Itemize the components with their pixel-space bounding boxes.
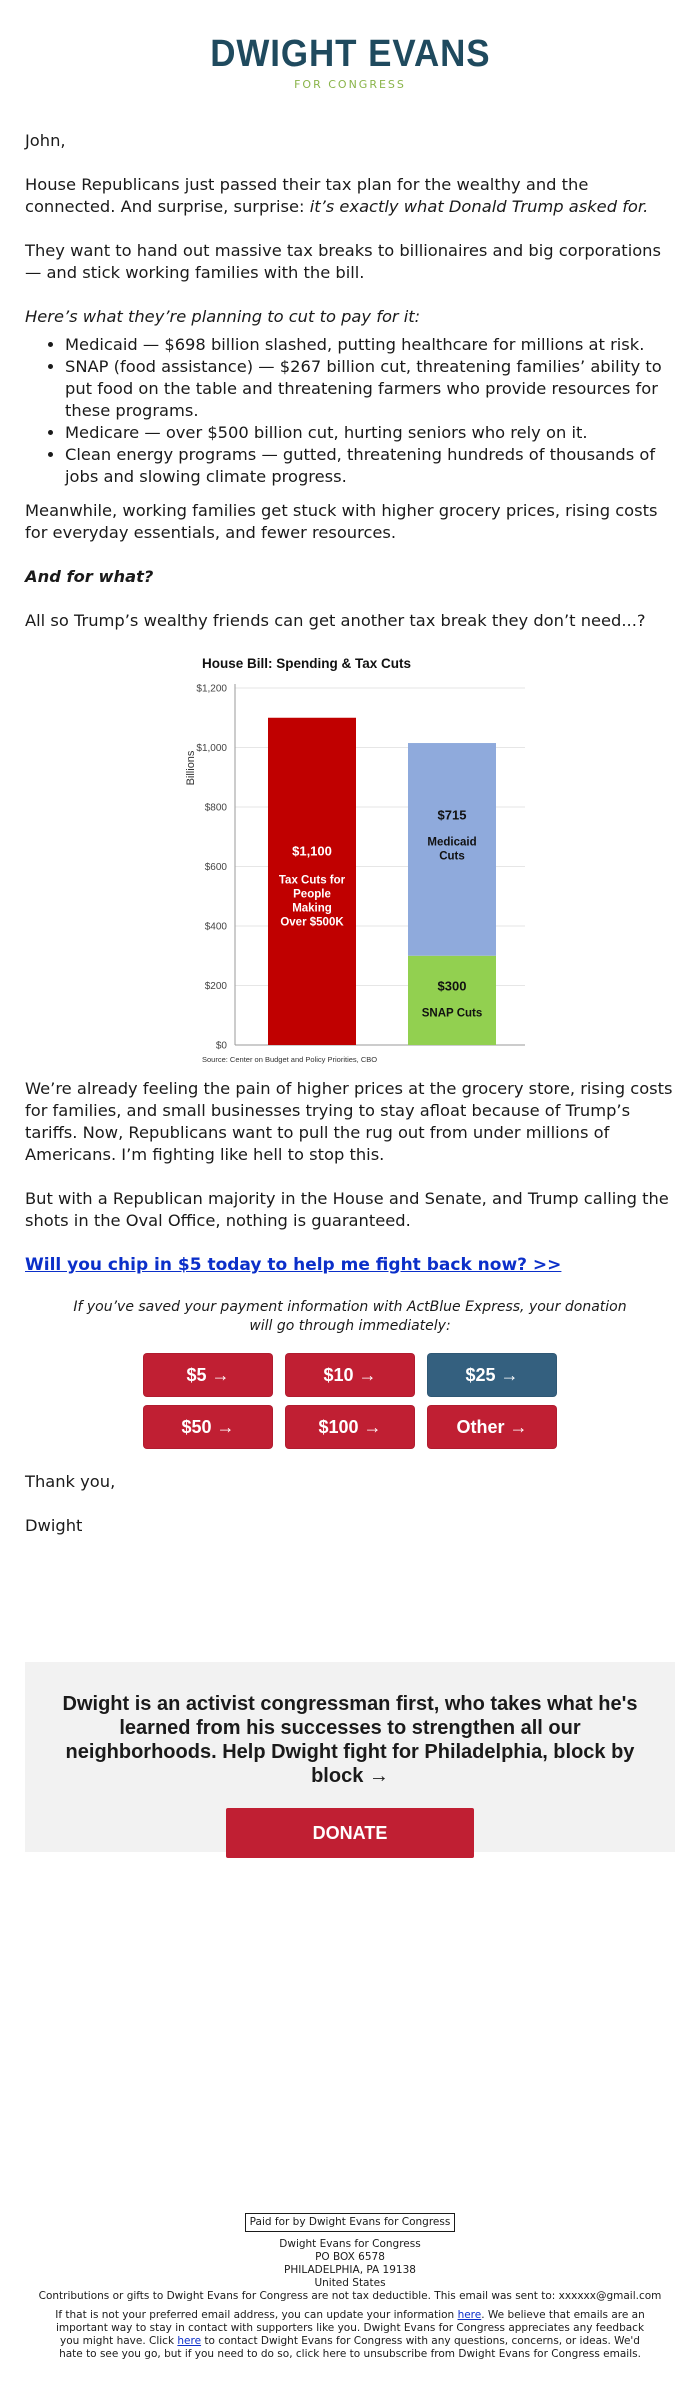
paragraph-3-italic: Here’s what they’re planning to cut to pay for it: [25, 307, 421, 326]
list-item: • Medicaid — $698 billion slashed, putting healthcare for millions at risk. [65, 334, 675, 356]
y-tick-label: $400 [204, 921, 227, 933]
chart-title: House Bill: Spending & Tax Cuts [202, 656, 412, 671]
footer-fine-print [0, 2309, 700, 2361]
donation-buttons [143, 1353, 557, 1449]
bar-chart [25, 648, 675, 1068]
fine-print-1: If that is not your preferred email address, you can update your information [55, 2309, 458, 2321]
y-tick-label: $200 [204, 981, 227, 992]
y-tick-label: $600 [204, 862, 227, 873]
footer-city: PHILADELPHIA, PA 19138 [284, 2264, 416, 2276]
chart-source: Source: Center on Budget and Policy Priorities, CBO [202, 1055, 378, 1064]
paragraph-1 [25, 174, 675, 218]
y-tick-label: $800 [204, 802, 227, 814]
signature: Dwight [25, 1516, 83, 1535]
donate-50-button[interactable]: $50 → [143, 1405, 273, 1449]
logo-subtitle: FOR CONGRESS [294, 78, 406, 91]
paid-for-box: Paid for by Dwight Evans for Congress [245, 2213, 456, 2232]
paragraph-1-italic: it’s exactly what Donald Trump asked for. [309, 197, 649, 216]
paragraph-3 [25, 306, 675, 328]
footer [0, 2213, 700, 2361]
chart-container [25, 648, 675, 1068]
paragraph-1-text: House Republicans just passed their tax plan for the wealthy and the connected. And surprise, surprise: [25, 175, 589, 216]
paragraph-7: We’re already feeling the pain of higher prices at the grocery store, rising costs for families, and small businesses trying to stay afloat because of Trump’s tariffs. Now, Republicans want to pull the rug out from under millions of Americans. I’m fighting like hell to stop this. [25, 1079, 673, 1164]
y-axis-label: Billions [185, 750, 197, 786]
closing: Thank you, [25, 1472, 116, 1491]
fine-print-3: to contact Dwight Evans for Congress with any questions, concerns, or ideas. We'd hate to see you go, but if you need to do so, click here to unsubscribe from Dwight Evans for Congress emails. [59, 2335, 641, 2360]
donate-callout [25, 1662, 675, 1852]
cuts-list [25, 334, 675, 488]
donate-10-button[interactable]: $10 → [285, 1353, 415, 1397]
bar-category-label: Tax Cuts for People Making Over $500K [278, 874, 346, 929]
donate-100-button[interactable]: $100 → [285, 1405, 415, 1449]
donate-other-button[interactable]: Other → [427, 1405, 557, 1449]
bar-value-label: $300 [437, 978, 467, 994]
y-tick-label: $1,200 [196, 683, 227, 695]
bar-category-label: Medicaid Cuts [427, 836, 477, 863]
paragraph-5 [25, 566, 675, 588]
list-item: • Clean energy programs — gutted, threatening hundreds of thousands of jobs and slowing climate progress. [65, 444, 675, 488]
footer-country: United States [314, 2277, 386, 2289]
footer-po-box: PO BOX 6578 [315, 2251, 385, 2263]
actblue-note: If you’ve saved your payment information with ActBlue Express, your donation will go through immediately: [73, 1299, 627, 1334]
bar-segment [408, 743, 496, 956]
footer-org: Dwight Evans for Congress [279, 2238, 421, 2250]
header-logo [0, 0, 700, 100]
bar-value-label: $1,100 [292, 843, 332, 859]
paragraph-2: They want to hand out massive tax breaks to billionaires and big corporations — and stick working families with the bill. [25, 241, 661, 282]
bar-segment [408, 956, 496, 1045]
bar-category-label: SNAP Cuts [421, 1007, 483, 1020]
y-tick-label: $0 [215, 1040, 227, 1052]
contact-link[interactable]: here [177, 2335, 202, 2347]
bar-value-label: $715 [437, 807, 467, 823]
paragraph-6: All so Trump’s wealthy friends can get another tax break they don’t need...? [25, 611, 646, 630]
email-body [0, 130, 700, 1537]
donate-5-button[interactable]: $5 → [143, 1353, 273, 1397]
list-item: • SNAP (food assistance) — $267 billion cut, threatening families’ ability to put food on the table and threatening farmers who provide resources for these programs. [65, 356, 675, 422]
footer-disclaimer: Contributions or gifts to Dwight Evans for Congress are not tax deductible. This email was sent to: xxxxxx@gmail.com [38, 2290, 662, 2302]
greeting: John, [25, 131, 66, 150]
chip-in-link[interactable]: Will you chip in $5 today to help me fight back now? >> [25, 1255, 562, 1275]
cta-paragraph [25, 1254, 675, 1276]
paragraph-4: Meanwhile, working families get stuck with higher grocery prices, rising costs for everyday essentials, and fewer resources. [25, 501, 658, 542]
donate-button[interactable]: DONATE [226, 1808, 474, 1858]
list-item: • Medicare — over $500 billion cut, hurting seniors who rely on it. [65, 422, 675, 444]
logo-name: DWIGHT EVANS [209, 33, 491, 75]
y-tick-label: $1,000 [196, 743, 227, 754]
fine-print-2: . We believe that emails are an important way to stay in contact with supporters like you. Dwight Evans for Congress appreciates any feedback you might have. Click [55, 2309, 645, 2347]
paragraph-8: But with a Republican majority in the House and Senate, and Trump calling the shots in the Oval Office, nothing is guaranteed. [25, 1189, 669, 1230]
donate-25-button[interactable]: $25 → [427, 1353, 557, 1397]
paragraph-5-bold-italic: And for what? [25, 567, 154, 586]
update-info-link[interactable]: here [457, 2309, 482, 2321]
callout-text: Dwight is an activist congressman first, who takes what he's learned from his successes to strengthen all our neighborhoods. Help Dwight fight for Philadelphia, block by block → [62, 1693, 638, 1787]
